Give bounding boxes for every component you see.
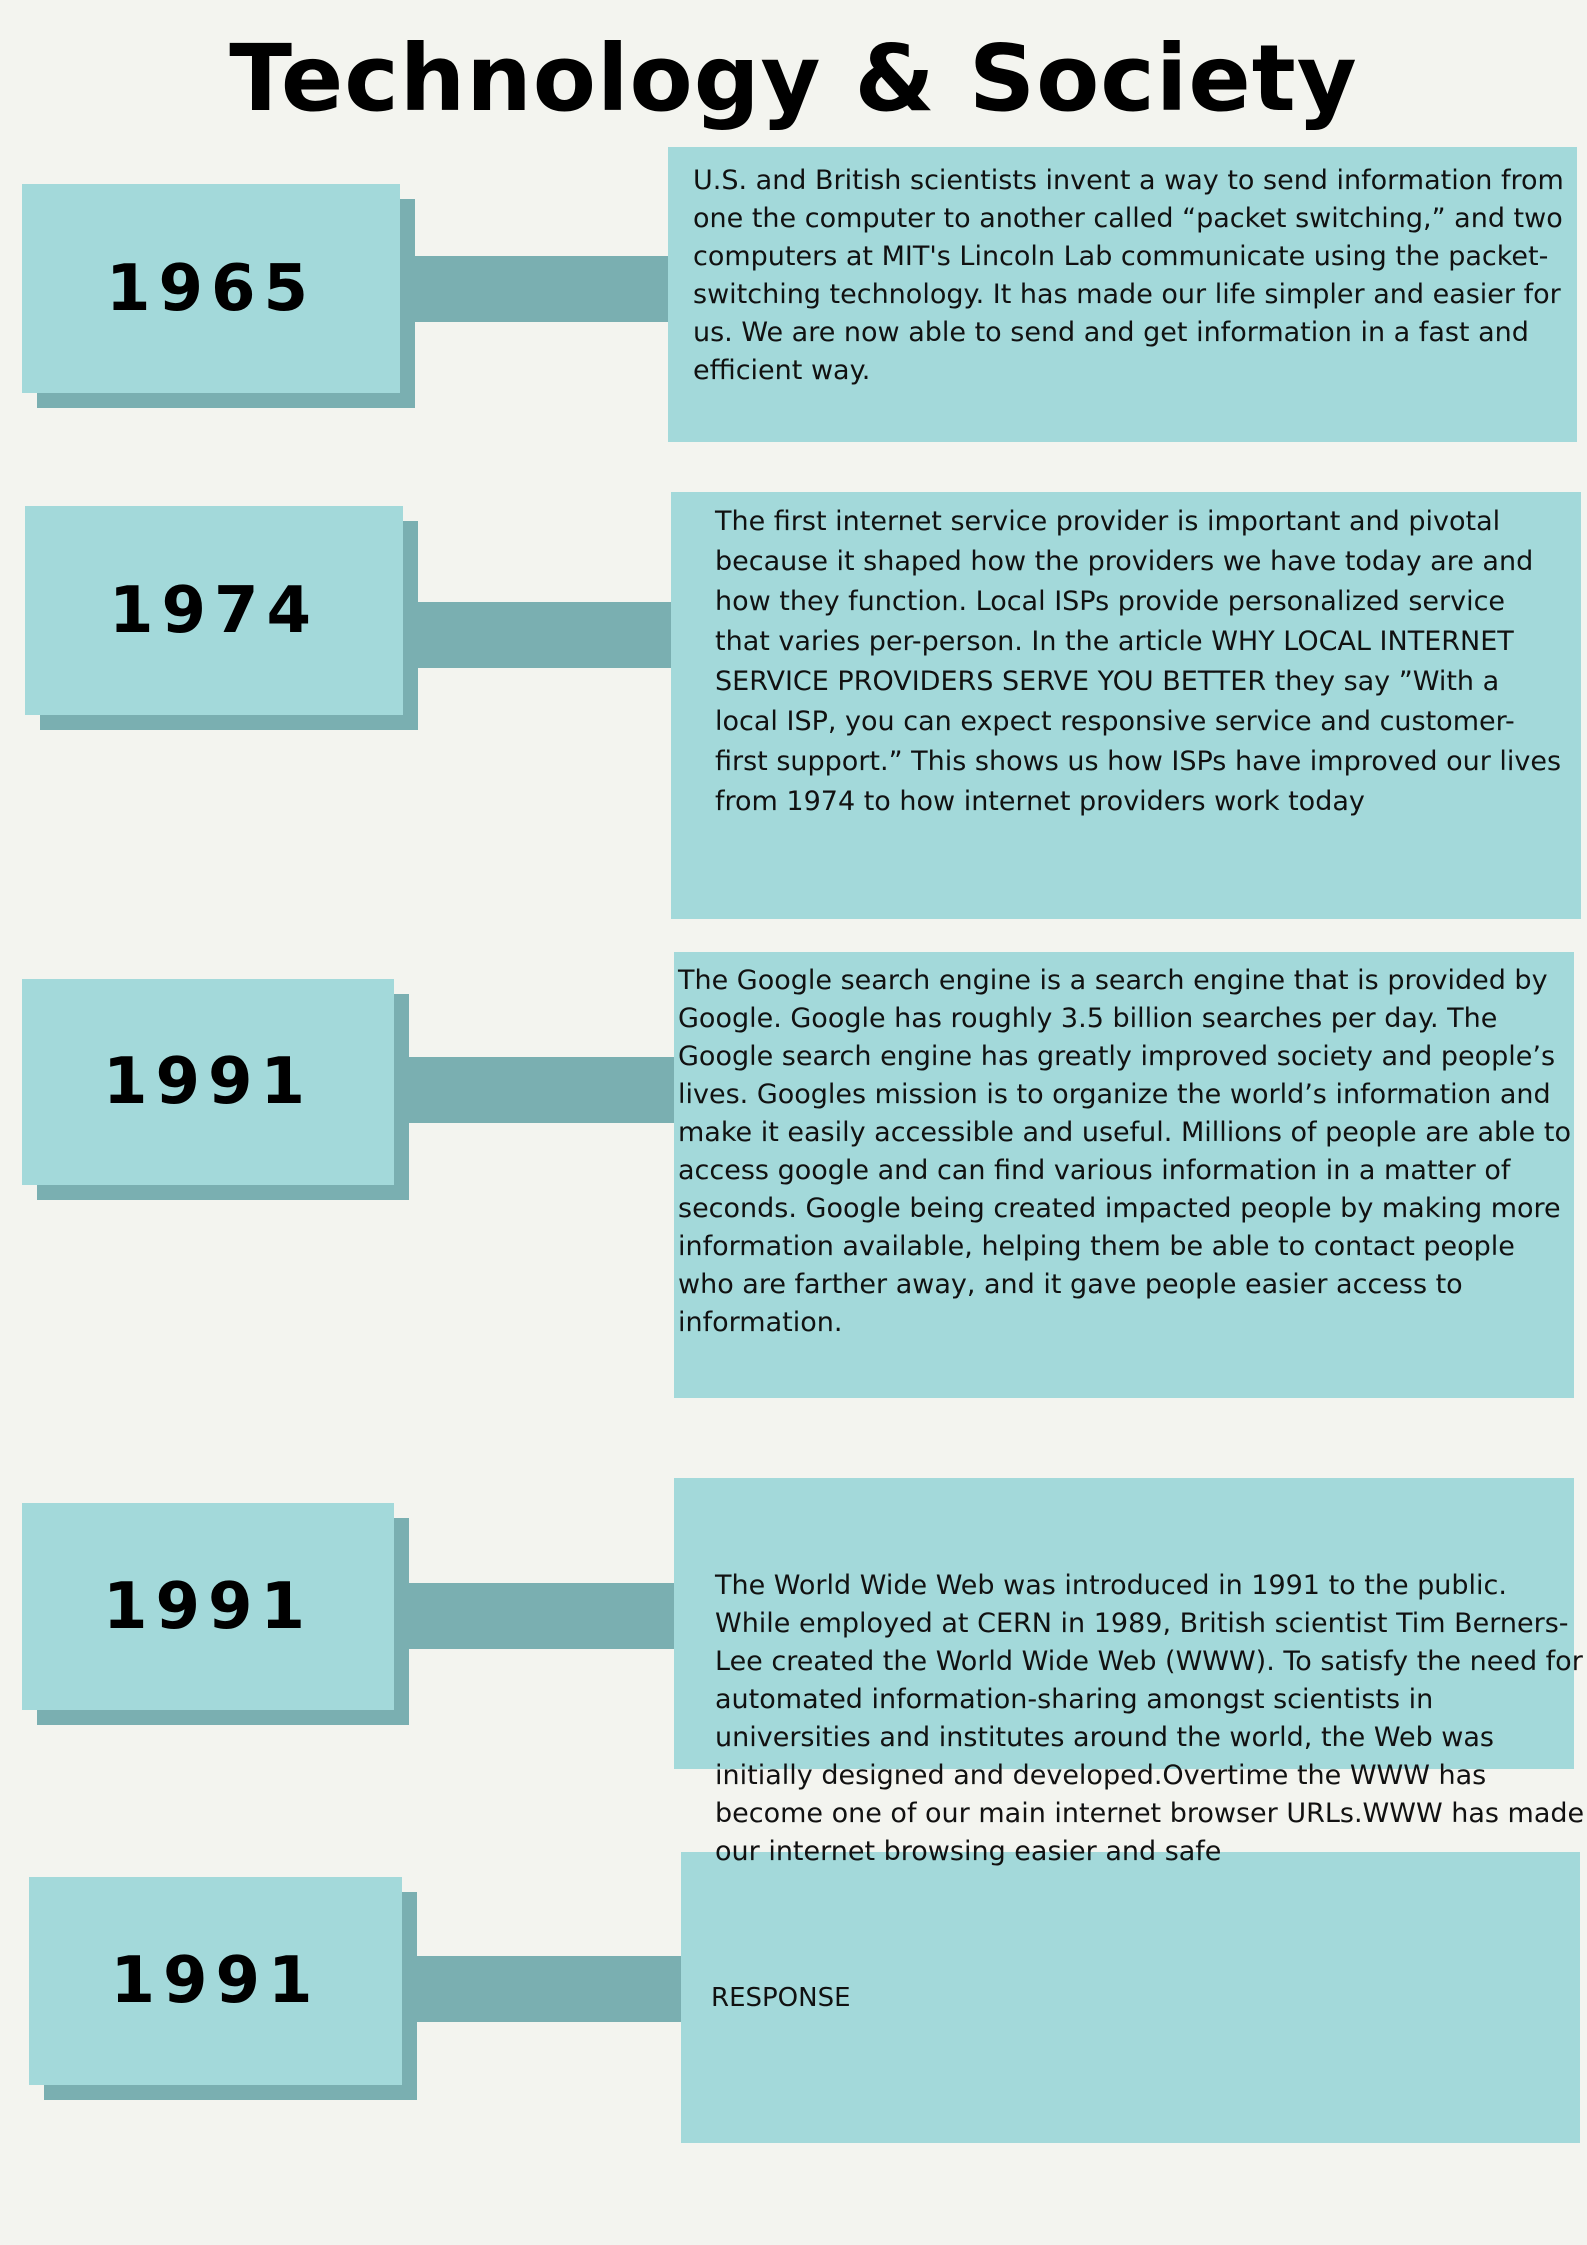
year-label: 1965 — [105, 251, 317, 326]
response-text: RESPONSE — [711, 1983, 851, 2013]
connector-bar — [415, 256, 668, 322]
description-text: The World Wide Web was introduced in 1991 to the public. While employed at CERN in 1989, British scientist Tim Berners-Lee created the World Wide Web (WWW). To satisfy the need for automated information-sharing amongst scientists in universities and institutes around the world, the Web was initially designed and developed.Overtime the WWW has become one of our main internet browser URLs.WWW has made our internet browsing easier and safe — [715, 1570, 1585, 1867]
year-box — [25, 506, 403, 715]
year-box — [22, 184, 400, 393]
year-label: 1991 — [102, 1569, 314, 1644]
year-label: 1974 — [108, 573, 320, 648]
connector-bar — [417, 1956, 681, 2022]
connector-bar — [409, 1583, 674, 1649]
year-box — [22, 1503, 394, 1710]
connector-bar — [418, 602, 671, 668]
year-box — [22, 979, 394, 1185]
year-label: 1991 — [110, 1944, 321, 2018]
page-title: Technology & Society — [229, 25, 1358, 132]
connector-bar — [409, 1057, 674, 1123]
year-label: 1991 — [102, 1045, 314, 1119]
description-text: U.S. and British scientists invent a way to send information from one the computer to another called “packet switching,” and two computers at MIT's Lincoln Lab communicate using the packet-switching technology. It has made our life simpler and easier for us. We are now able to send and get information in a fast and efficient way. — [693, 165, 1564, 386]
description-text: The Google search engine is a search engine that is provided by Google. Google has roughly 3.5 billion searches per day. The Google search engine has greatly improved society and people’s lives. Googles mission is to organize the world’s information and make it easily accessible and useful. Millions of people are able to access google and can find various information in a matter of seconds. Google being created impacted people by making more information available, helping them be able to contact people who are farther away, and it gave people easier access to information. — [678, 965, 1571, 1338]
year-box — [29, 1877, 402, 2085]
description-text: The first internet service provider is important and pivotal because it shaped how the providers we have today are and how they function. Local ISPs provide personalized service that varies per-person. In the article WHY LOCAL INTERNET SERVICE PROVIDERS SERVE YOU BETTER they say ”With a local ISP, you can expect responsive service and customer-first support.” This shows us how ISPs have improved our lives from 1974 to how internet providers work today — [715, 506, 1562, 817]
